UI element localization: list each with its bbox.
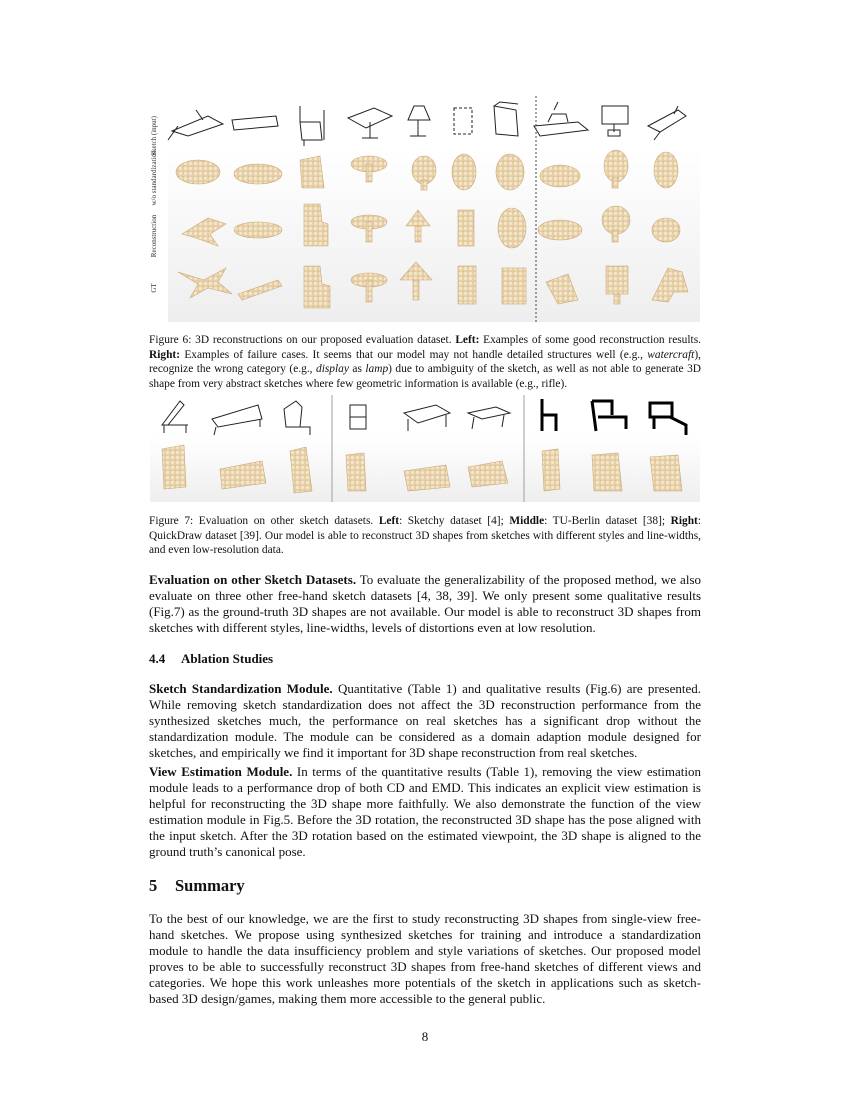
paragraph-body: Quantitative (Table 1) and qualitative results (Fig.6) are presented. While removing sketch standardization does not affect the 3D reconstruction performance from the synthesized sketches much, the performance on real sketches has a significant drop without the standardization module. The module can be considered as a domain adaption module designed for sketches, and empirically we find it important for 3D shape reconstruction from real sketches. [149, 681, 701, 760]
figure-7-caption [149, 514, 701, 558]
summary-paragraph: To the best of our knowledge, we are the first to study reconstructing 3D shapes from single-view free-hand sketches. We propose using synthesized sketches for training and introduce a standardization module to handle the data insufficiency problem and style variations of sketches. Our proposed model proves to be able to successfully reconstruct 3D shapes from free-hand sketches of different views and categories. We hope this work unleashes more potentials of the sketch in applications such as sketch-based 3D design/games, making them more accessible to the general public. [149, 911, 701, 1006]
paragraph-body: To evaluate the generalizability of the proposed method, we also evaluate on three other free-hand sketch datasets [4, 38, 39]. We only present some qualitative results (Fig.7) as the ground-truth 3D shapes are not available. Our model is able to reconstruct 3D shapes from sketches with different styles, line-widths, levels of distortions even at low resolution. [149, 572, 701, 635]
figure-6-caption-text: 3D reconstructions on our proposed evaluation dataset. [191, 334, 456, 346]
section-title: Ablation Studies [181, 651, 274, 666]
figure-6-caption-italic: lamp [365, 363, 389, 376]
figure-7 [150, 395, 700, 502]
figure-6-caption-italic: display [316, 363, 349, 376]
figure-7-quickdraw-sketches [542, 399, 686, 435]
figure-6 [148, 96, 700, 322]
figure-7-caption-text: : Sketchy dataset [4]; [399, 515, 510, 527]
section-number: 5 [149, 876, 158, 895]
section-number: 4.4 [149, 651, 166, 666]
figure-7-caption-prefix: Figure 7: [149, 515, 194, 527]
figure-6-caption [149, 333, 701, 391]
paragraph-heading: Evaluation on other Sketch Datasets. [149, 572, 357, 587]
section-heading-4-4 [149, 651, 273, 667]
row-label-wo-standardization: w/o standardization [150, 150, 158, 206]
sketch-standardization-paragraph [149, 681, 701, 761]
figure-7-caption-right-label: Right [670, 515, 698, 527]
figure-6-caption-italic: watercraft [647, 348, 695, 361]
figure-7-caption-left-label: Left [378, 515, 400, 527]
figure-6-sketch-row [168, 102, 686, 146]
eval-other-datasets-paragraph [149, 572, 701, 636]
figure-7-sketches [162, 401, 510, 435]
row-label-gt: GT [150, 283, 158, 293]
figure-6-caption-left-label: Left: [455, 334, 480, 346]
view-estimation-paragraph [149, 764, 701, 859]
figure-6-caption-prefix: Figure 6: [149, 334, 192, 346]
figure-7-caption-middle-label: Middle [509, 515, 545, 527]
paragraph-body: In terms of the quantitative results (Table 1), removing the view estimation module leads to a performance drop of both CD and EMD. This indicates an explicit view estimation is helpful for reconstructing the 3D shape more faithfully. We also demonstrate the function of the view estimation module in Fig.5. Before the 3D rotation, the reconstructed 3D shape has the pose aligned with the input sketch. After the 3D rotation based on the estimated viewpoint, the 3D shape is aligned to the ground truth’s canonical pose. [149, 764, 701, 859]
figure-6-caption-text: as [348, 363, 366, 376]
page-number: 8 [421, 1029, 429, 1044]
figure-6-caption-text: ) due to ambiguity of the sketch, as well as not able to generate 3D shape from very abstract sketches where few geometric information is available (e.g., rifle). [149, 363, 701, 390]
figure-7-caption-text: Evaluation on other sketch datasets. [193, 515, 379, 527]
figure-6-row-labels [150, 115, 158, 292]
figure-6-caption-text: Examples of some good reconstruction results. [479, 334, 701, 346]
paragraph-heading: Sketch Standardization Module. [149, 681, 333, 696]
figure-6-caption-right-label: Right: [149, 348, 181, 361]
figure-7-caption-text: : QuickDraw dataset [39]. Our model is able to reconstruct 3D shapes from sketches with different styles and line-widths, and even low-resolution data. [149, 515, 702, 557]
figure-6-caption-text: Examples of failure cases. It seems that our model may not handle detailed structures well (e.g., [180, 348, 648, 361]
row-label-sketch: Sketch (input) [150, 116, 158, 156]
section-heading-5 [149, 876, 245, 896]
figure-7-caption-text: : TU-Berlin dataset [38]; [544, 515, 671, 527]
figure-6-caption-text: ), recognize the wrong category (e.g., [149, 348, 701, 376]
paragraph-heading: View Estimation Module. [149, 764, 293, 779]
section-title: Summary [175, 876, 245, 895]
row-label-reconstruction: Reconstruction [150, 214, 158, 258]
